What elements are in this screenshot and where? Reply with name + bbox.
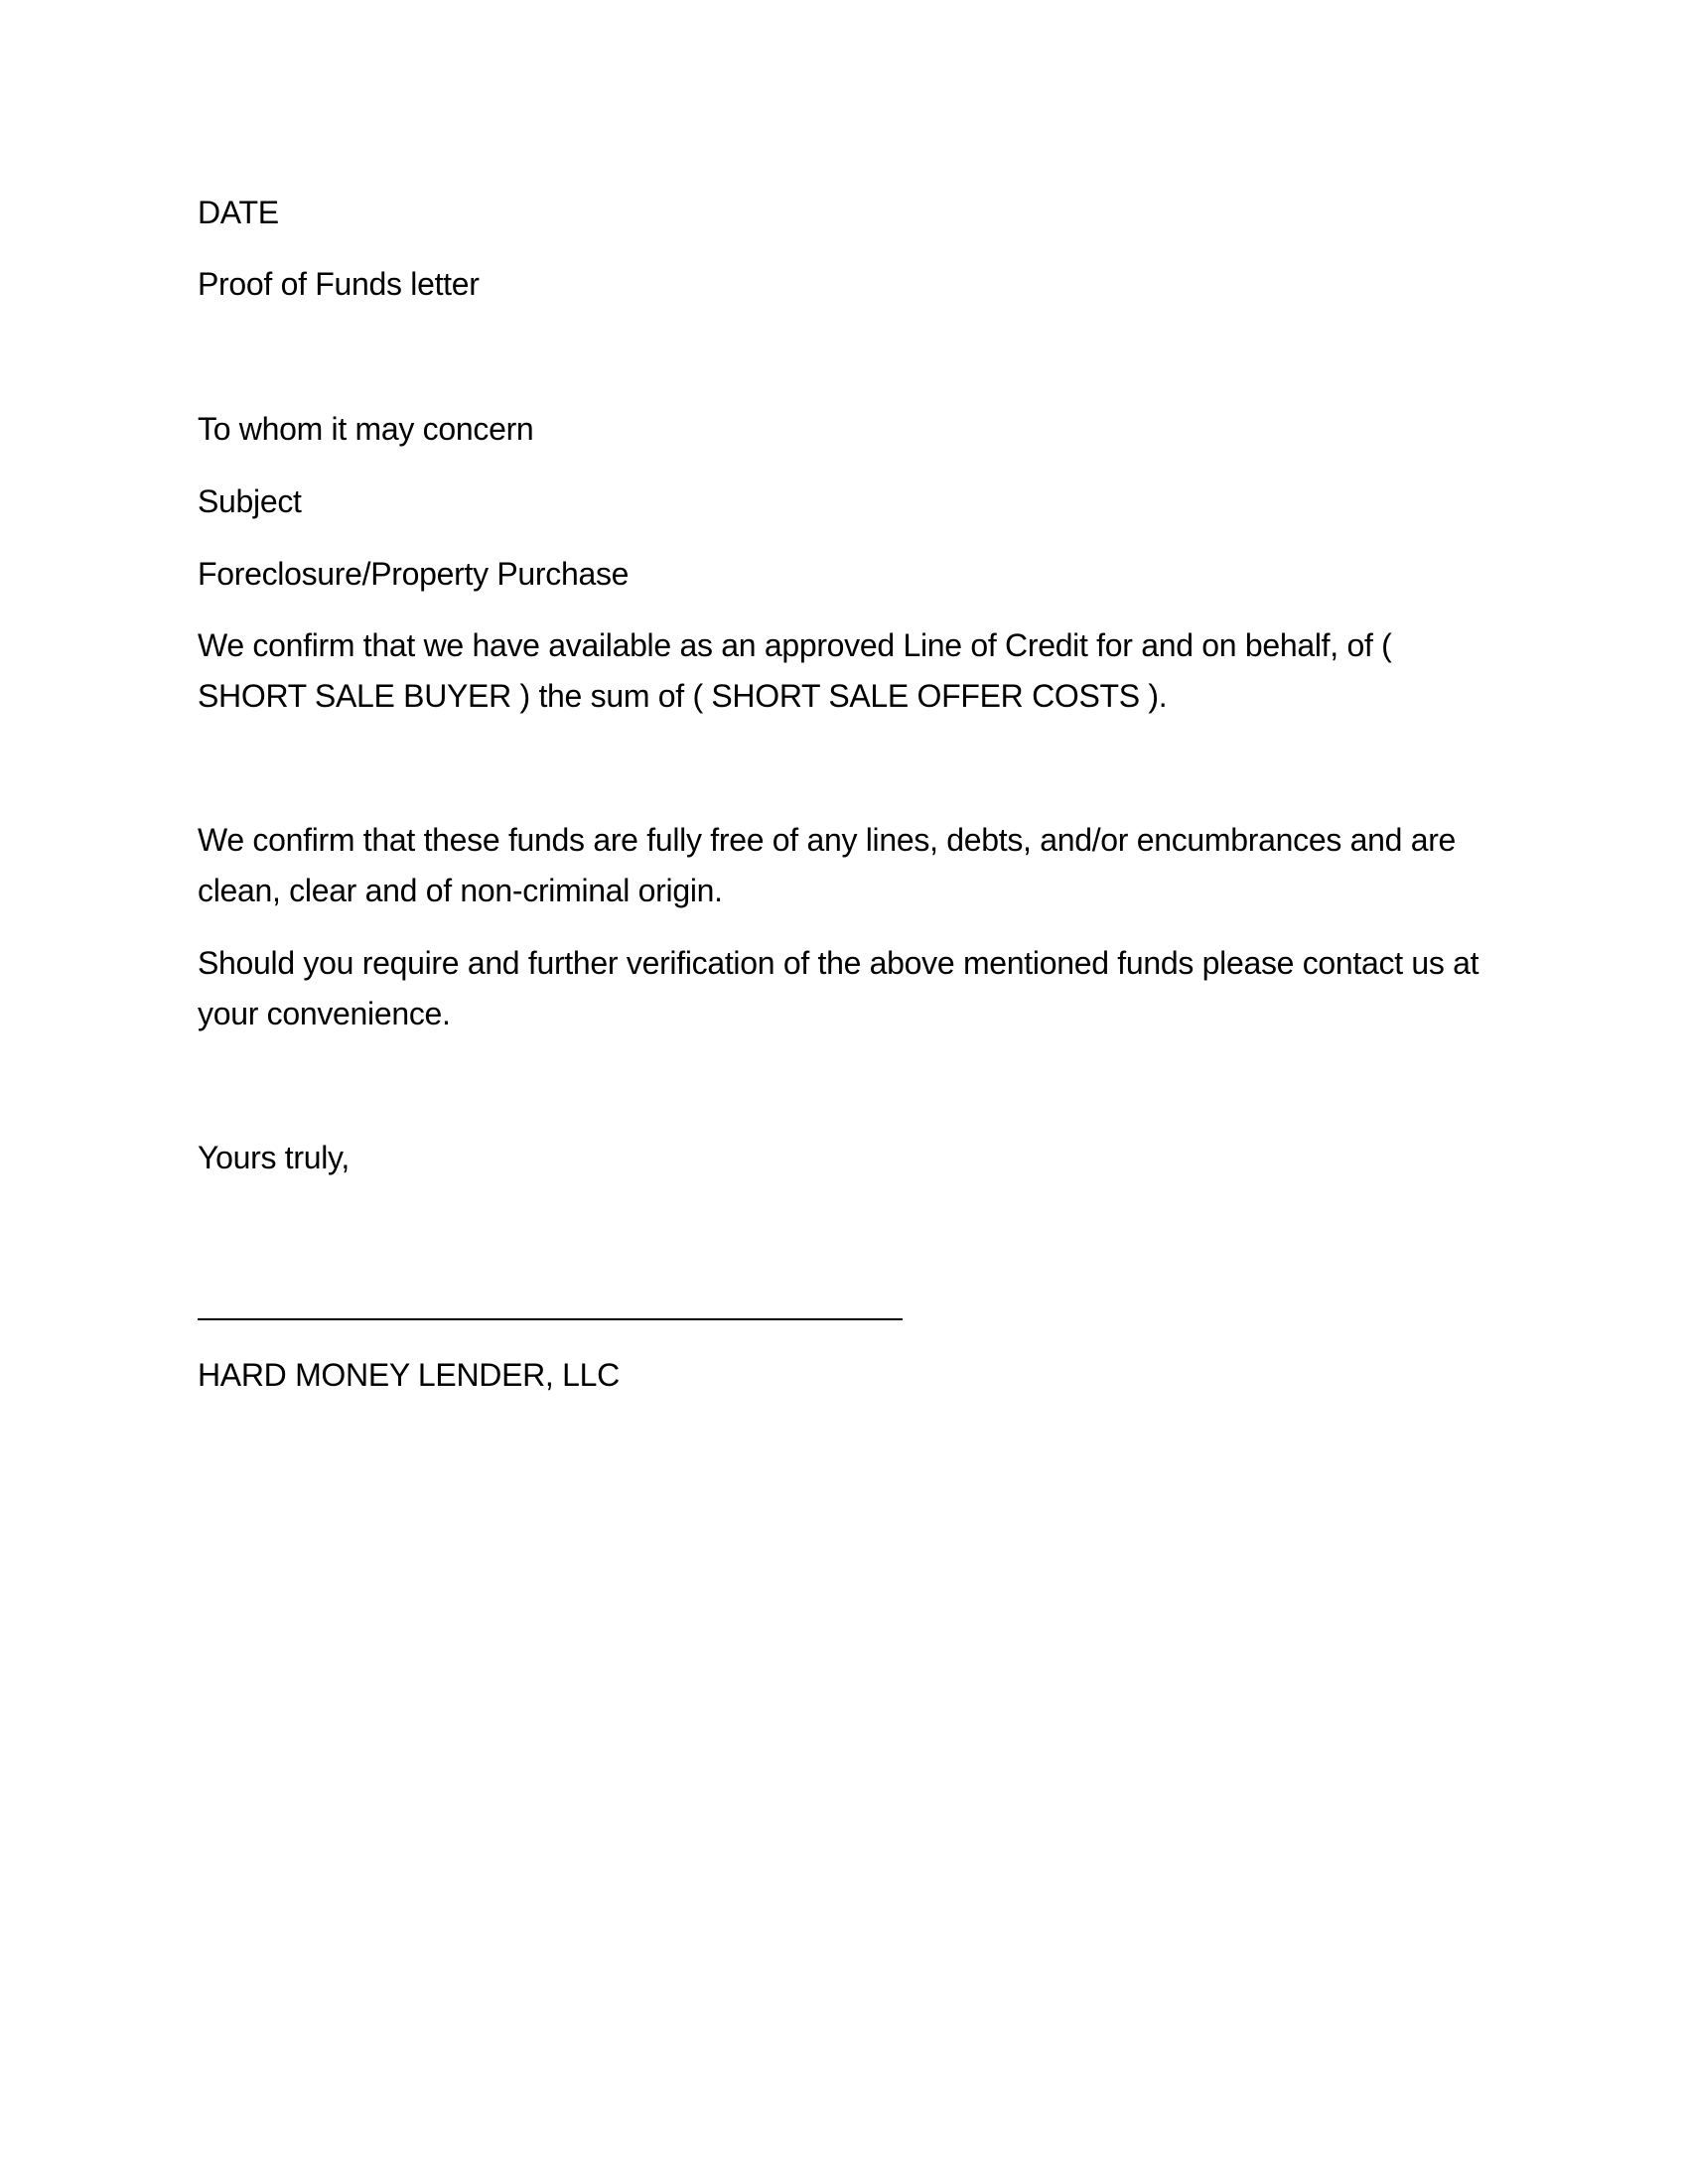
salutation: To whom it may concern: [198, 411, 534, 447]
letter-title: Proof of Funds letter: [198, 266, 480, 302]
closing: Yours truly,: [198, 1140, 350, 1175]
subject-label: Subject: [198, 483, 302, 519]
paragraph-funds-clear: We confirm that these funds are fully free of any lines, debts, and/or encumbrances and are clean, clear and of non-criminal origin.: [198, 822, 1457, 908]
signature-line: [198, 1318, 903, 1320]
paragraph-line-of-credit: We confirm that we have available as an approved Line of Credit for and on behalf, of ( SHORT SALE BUYER ) the sum of ( SHORT SALE OFFER COSTS ).: [198, 627, 1392, 714]
subject-text: Foreclosure/Property Purchase: [198, 556, 630, 592]
date-line: DATE: [198, 195, 279, 230]
signatory-name: HARD MONEY LENDER, LLC: [198, 1357, 620, 1393]
paragraph-verification: Should you require and further verification of the above mentioned funds please contact us at your convenience.: [198, 945, 1479, 1031]
